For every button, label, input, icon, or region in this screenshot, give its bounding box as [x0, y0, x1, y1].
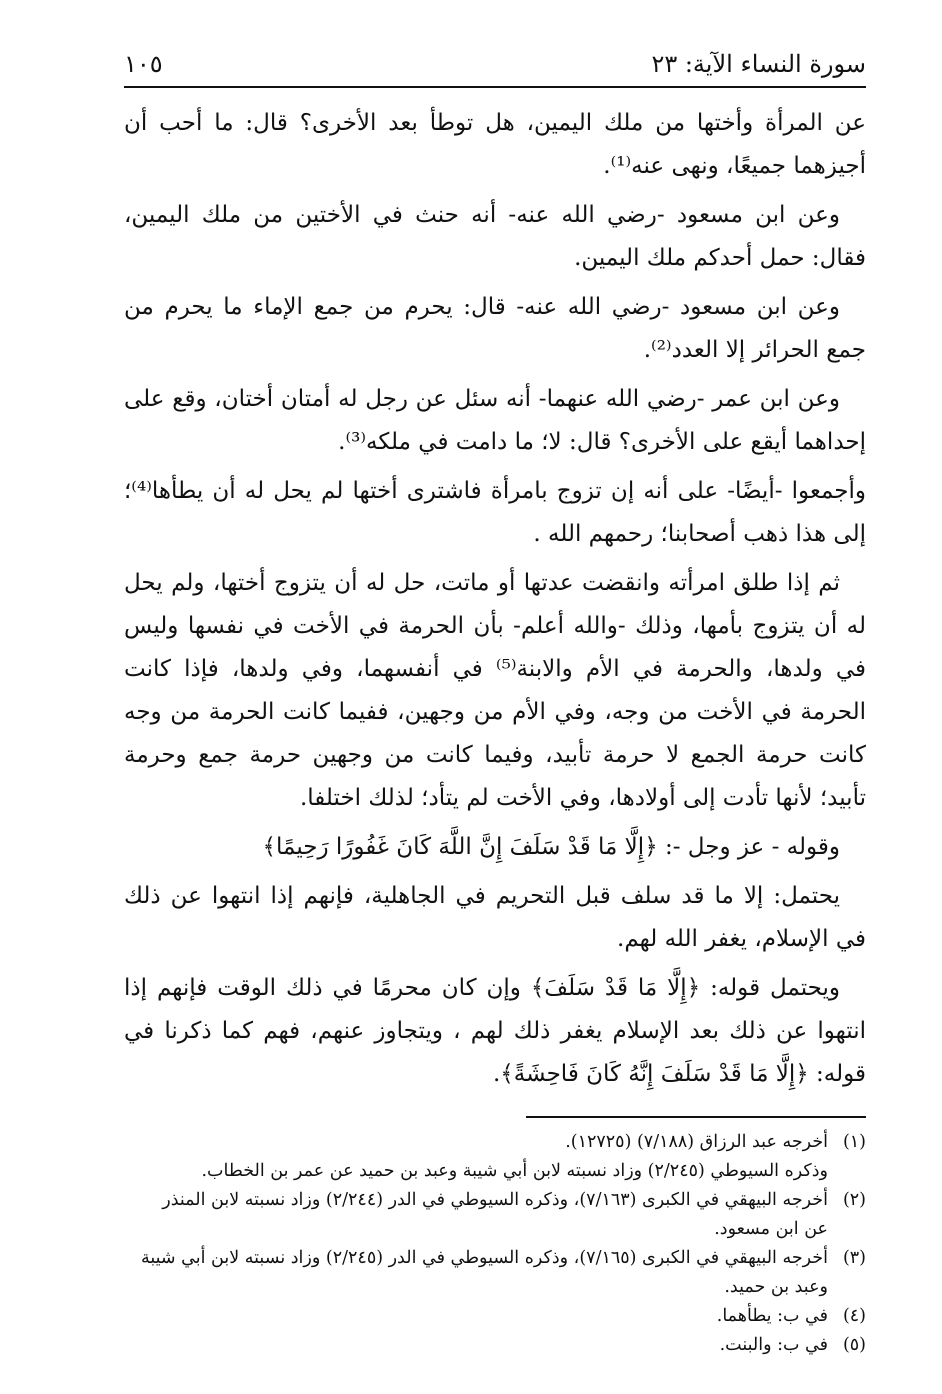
page-header: [124, 50, 866, 88]
footnote-text: أخرجه عبد الرزاق (٧/١٨٨) (١٢٧٢٥).: [565, 1132, 828, 1152]
paragraph: وعن ابن مسعود -رضي الله عنه- قال: يحرم من جمع الإماء ما يحرم من جمع الحرائر إلا العدد⁽²⁾.: [124, 294, 866, 363]
paragraph: عن المرأة وأختها من ملك اليمين، هل توطأ بعد الأخرى؟ قال: ما أحب أن أجيزهما جميعًا، ونهى عنه⁽¹⁾.: [124, 110, 866, 179]
paragraph: يحتمل: إلا ما قد سلف قبل التحريم في الجاهلية، فإنهم إذا انتهوا عن ذلك في الإسلام، يغفر الله لهم.: [124, 883, 866, 952]
footnote-text: في ب: والبنت.: [719, 1335, 828, 1355]
page-number: ١٠٥: [124, 50, 163, 78]
footnote-text: أخرجه البيهقي في الكبرى (٧/١٦٥)، وذكره السيوطي في الدر (٢/٢٤٥) وزاد نسبته لابن أبي شيبة: [140, 1248, 828, 1268]
paragraph: وعن ابن مسعود -رضي الله عنه- أنه حنث في الأختين من ملك اليمين، فقال: حمل أحدكم ملك اليمين.: [124, 202, 866, 271]
footnote-divider: [526, 1116, 866, 1118]
footnote-item: [124, 1128, 866, 1186]
footnote-continuation: عن ابن مسعود.: [714, 1219, 828, 1239]
footnote-item: [124, 1302, 866, 1331]
quran-verse-paragraph: وقوله - عز وجل -: ﴿إِلَّا مَا قَدْ سَلَفَ إِنَّ اللَّهَ كَانَ غَفُورًا رَحِيمًا﴾: [262, 834, 840, 860]
footnotes: [124, 1128, 866, 1360]
footnote-item: [124, 1186, 866, 1244]
footnote-item: [124, 1244, 866, 1302]
paragraph: وأجمعوا -أيضًا- على أنه إن تزوج بامرأة فاشترى أختها لم يحل له أن يطأها⁽⁴⁾؛ إلى هذا ذهب أصحابنا؛ رحمهم الله .: [124, 478, 866, 547]
footnote-text: في ب: يطأهما.: [716, 1306, 828, 1326]
surah-heading: سورة النساء الآية: ٢٣: [651, 50, 866, 78]
footnote-continuation: وعبد بن حميد.: [724, 1277, 828, 1297]
footnote-item: [124, 1331, 866, 1360]
paragraph: ثم إذا طلق امرأته وانقضت عدتها أو ماتت، حل له أن يتزوج أختها، ولم يحل له أن يتزوج بأمها، وذلك -والله أعلم- بأن الحرمة في الأخت في نفسها وليس في ولدها، والحرمة في الأم والابنة⁽⁵⁾ في أنفسهما، وفي ولدها، فإذا كانت الحرمة في الأخت من وجه، وفي الأم من وجهين، ففيما كانت الحرمة من وجه كانت حرمة الجمع لا حرمة تأبيد، وفيما كانت من وجهين حرمة جمع وحرمة تأبيد؛ لأنها تأدت إلى أولادها، وفي الأخت لم يتأد؛ لذلك اختلفا.: [124, 570, 866, 811]
paragraph: ويحتمل قوله: ﴿إِلَّا مَا قَدْ سَلَفَ﴾ وإن كان محرمًا في ذلك الوقت فإنهم إذا انتهوا عن ذلك بعد الإسلام يغفر ذلك لهم ، ويتجاوز عنهم، فهم كما ذكرنا في قوله: ﴿إِلَّا مَا قَدْ سَلَفَ إِنَّهُ كَانَ فَاحِشَةً﴾.: [124, 975, 866, 1087]
footnote-number: (١): [842, 1132, 866, 1152]
footnote-text: أخرجه البيهقي في الكبرى (٧/١٦٣)، وذكره السيوطي في الدر (٢/٢٤٤) وزاد نسبته لابن المنذر: [162, 1190, 828, 1210]
footnote-number: (٤): [842, 1306, 866, 1326]
footnote-number: (٥): [842, 1335, 866, 1355]
footnote-number: (٣): [842, 1248, 866, 1268]
main-text: [124, 102, 866, 1096]
footnote-continuation: وذكره السيوطي (٢/٢٤٥) وزاد نسبته لابن أبي شيبة وعبد بن حميد عن عمر بن الخطاب.: [201, 1161, 828, 1181]
paragraph: وعن ابن عمر -رضي الله عنهما- أنه سئل عن رجل له أمتان أختان، وقع على إحداهما أيقع على الأخرى؟ قال: لا؛ ما دامت في ملكه⁽³⁾.: [124, 386, 866, 455]
footnote-number: (٢): [842, 1190, 866, 1210]
